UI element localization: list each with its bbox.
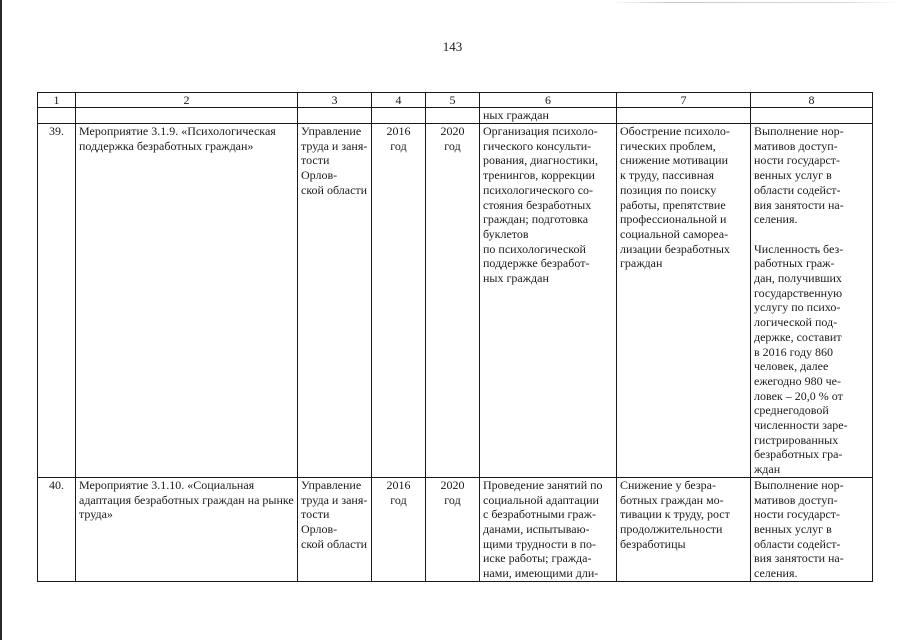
scan-artifact: [610, 2, 900, 3]
col-header-6: 6: [480, 93, 617, 108]
page-number: 143: [442, 39, 463, 54]
measures-table: [37, 92, 873, 582]
start-year: 2016 год: [372, 124, 426, 478]
non-implementation-consequences: Снижение у безра- ботных граждан мо- тивации к труду, рост продолжительности безработицы: [617, 477, 751, 581]
continuation-row: [38, 108, 873, 124]
column-number-row: [38, 93, 873, 108]
row-number: 39.: [38, 124, 76, 478]
event-name: Мероприятие 3.1.9. «Психологическая поддержка безработных граждан»: [76, 124, 298, 478]
target-indicators: Выполнение нор- мативов доступ- ности государст- венных услуг в области содейст- вия занятости на- селения. Численность без- работных граж- дан, получивших государственную услугу по психо- логической под- держке, составит в 2016 году 860 человек, далее ежегодно 980 че- ловек – 20,0 % от среднегодовой численности заре- гистрированных безработных гра- ждан: [751, 124, 873, 478]
measure-content: Проведение занятий по социальной адаптации с безработными граж- данами, испытываю- щими трудности в по- иске работы; гражда- нами, имеющими дли-: [480, 477, 617, 581]
scan-left-border: [0, 0, 2, 640]
col-header-5: 5: [426, 93, 480, 108]
col-header-8: 8: [751, 93, 873, 108]
end-year: 2020 год: [426, 124, 480, 478]
table-row: [38, 477, 873, 581]
continuation-text: ных граждан: [480, 108, 617, 124]
executor: Управление труда и заня- тости Орлов- ской области: [298, 124, 372, 478]
target-indicators: Выполнение нор- мативов доступ- ности государст- венных услуг в области содейст- вия занятости на- селения.: [751, 477, 873, 581]
end-year: 2020 год: [426, 477, 480, 581]
col-header-3: 3: [298, 93, 372, 108]
row-number: 40.: [38, 477, 76, 581]
non-implementation-consequences: Обострение психоло- гических проблем, снижение мотивации к труду, пассивная позиция по поиску работы, препятствие профессиональной и социальной самореа- лизации безработных граждан: [617, 124, 751, 478]
table-row: [38, 124, 873, 478]
col-header-2: 2: [76, 93, 298, 108]
col-header-4: 4: [372, 93, 426, 108]
start-year: 2016 год: [372, 477, 426, 581]
col-header-1: 1: [38, 93, 76, 108]
executor: Управление труда и заня- тости Орлов- ской области: [298, 477, 372, 581]
col-header-7: 7: [617, 93, 751, 108]
event-name: Мероприятие 3.1.10. «Социальная адаптация безработных граждан на рынке труда»: [76, 477, 298, 581]
measure-content: Организация психоло- гического консульти- рования, диагностики, тренингов, коррекции психологического со- стояния безработных граждан; подготовка буклетов по психологической поддержке безработ- ных граждан: [480, 124, 617, 478]
